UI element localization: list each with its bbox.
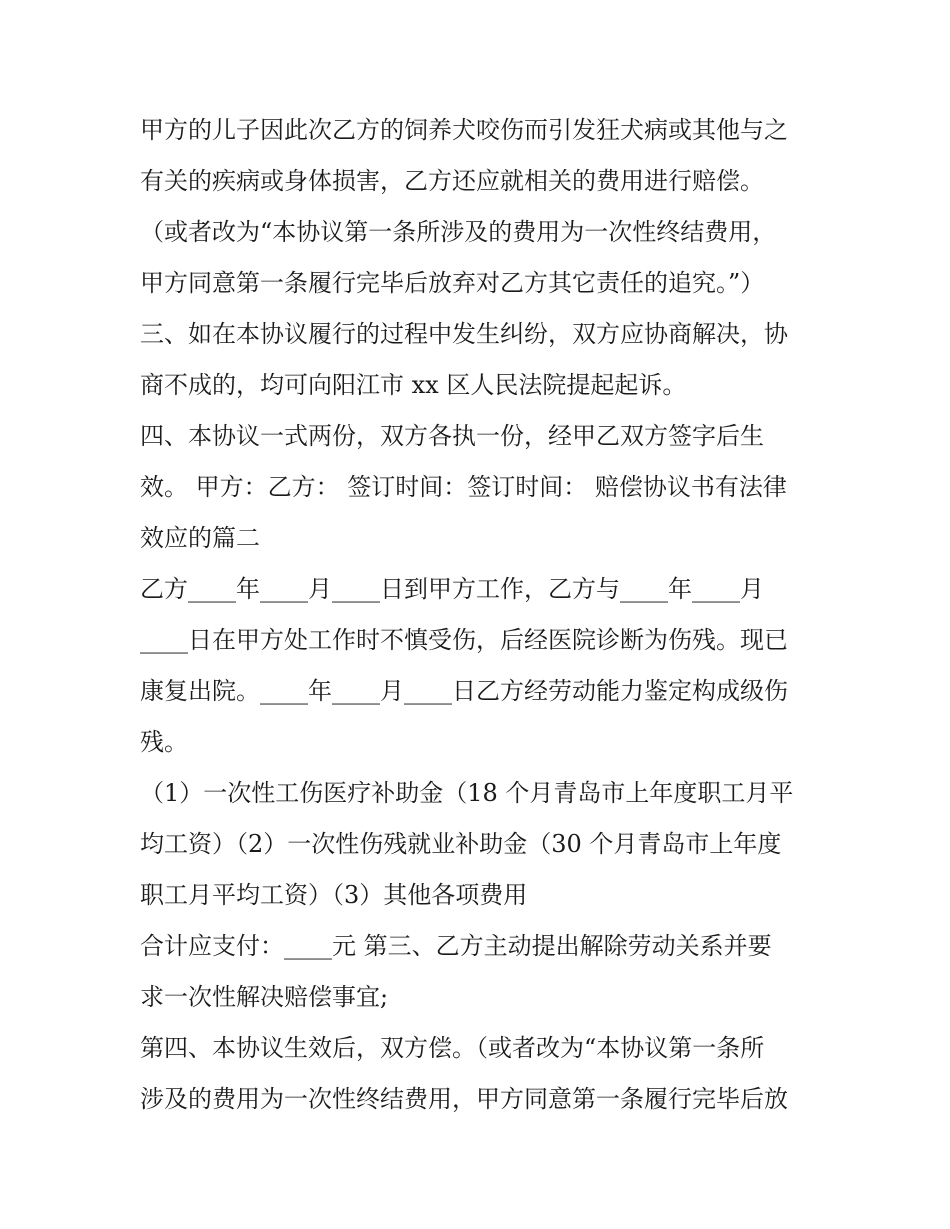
text-line: 第四、本协议生效后，双方偿。（或者改为“本协议第一条所 [140,1034,765,1062]
text-line: ____日在甲方处工作时不慎受伤，后经医院诊断为伤残。现已 [140,626,788,654]
text-line: 效。 甲方：乙方： 签订时间：签订时间： 赔偿协议书有法律 [140,473,787,501]
text-line: 效应的篇二 [140,524,260,552]
text-line: 有关的疾病或身体损害，乙方还应就相关的费用进行赔偿。 [140,167,764,195]
text-line: 残。 [140,728,188,756]
text-line: 三、如在本协议履行的过程中发生纠纷，双方应协商解决，协 [140,320,788,348]
text-line: 均工资）（2）一次性伤残就业补助金（30 个月青岛市上年度 [140,830,782,858]
text-line: 甲方的儿子因此次乙方的饲养犬咬伤而引发狂犬病或其他与之 [140,116,788,144]
text-line: 商不成的，均可向阳江市 xx 区人民法院提起起诉。 [140,371,687,399]
text-line: 康复出院。____年____月____日乙方经劳动能力鉴定构成级伤 [140,677,788,705]
text-line: 乙方____年____月____日到甲方工作，乙方与____年____月 [140,575,764,603]
text-line: 四、本协议一式两份，双方各执一份，经甲乙双方签字后生 [140,422,764,450]
text-line: 合计应支付：____元 第三、乙方主动提出解除劳动关系并要 [140,932,772,960]
text-line: 求一次性解决赔偿事宜; [140,983,389,1011]
text-line: 甲方同意第一条履行完毕后放弃对乙方其它责任的追究。”） [140,269,765,297]
text-line: （或者改为“本协议第一条所涉及的费用为一次性终结费用， [140,218,777,246]
text-line: 职工月平均工资）（3）其他各项费用 [140,881,528,909]
document-body [140,105,820,1125]
text-line: 涉及的费用为一次性终结费用，甲方同意第一条履行完毕后放 [140,1085,788,1113]
text-line: （1）一次性工伤医疗补助金（18 个月青岛市上年度职工月平 [140,779,794,807]
